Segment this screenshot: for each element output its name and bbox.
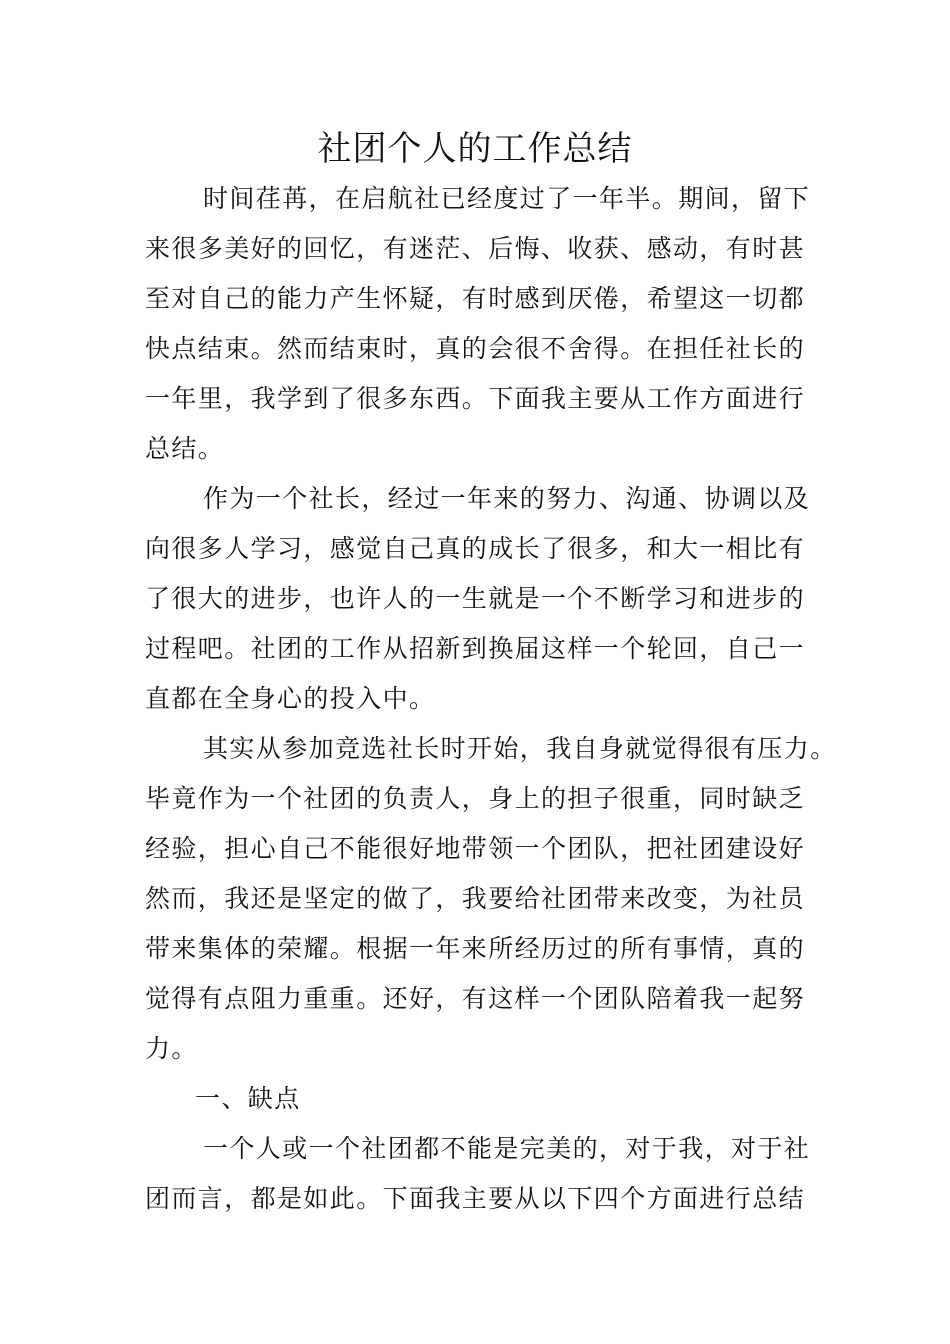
- paragraph-line: 总结。: [145, 434, 225, 463]
- paragraph-line: 快点结束。然而结束时，真的会很不舍得。在担任社长的: [145, 334, 806, 363]
- paragraph-3: [145, 724, 835, 1074]
- paragraph-line: 了很大的进步，也许人的一生就是一个不断学习和进步的: [145, 584, 806, 613]
- paragraph-line: 其实从参加竞选社长时开始，我自身就觉得很有压力。: [203, 734, 837, 763]
- paragraph-line: 来很多美好的回忆，有迷茫、后悔、收获、感动，有时甚: [145, 234, 806, 263]
- paragraph-1: [145, 174, 835, 474]
- document-title: 社团个人的工作总结: [317, 129, 633, 169]
- paragraph-line: 觉得有点阻力重重。还好，有这样一个团队陪着我一起努: [145, 984, 806, 1013]
- section-heading: 一、缺点: [195, 1084, 301, 1113]
- paragraph-line: 过程吧。社团的工作从招新到换届这样一个轮回，自己一: [145, 634, 806, 663]
- paragraph-line: 直都在全身心的投入中。: [145, 684, 436, 713]
- paragraph-line: 经验，担心自己不能很好地带领一个团队，把社团建设好: [145, 834, 806, 863]
- paragraph-line: 力。: [145, 1034, 198, 1063]
- paragraph-line: 毕竟作为一个社团的负责人，身上的担子很重，同时缺乏: [145, 784, 806, 813]
- paragraph-line: 一个人或一个社团都不能是完美的，对于我，对于社: [203, 1134, 811, 1163]
- paragraph-line: 团而言，都是如此。下面我主要从以下四个方面进行总结: [145, 1184, 806, 1213]
- paragraph-line: 带来集体的荣耀。根据一年来所经历过的所有事情，真的: [145, 934, 806, 963]
- paragraph-line: 至对自己的能力产生怀疑，有时感到厌倦，希望这一切都: [145, 284, 806, 313]
- paragraph-line: 时间荏苒，在启航社已经度过了一年半。期间，留下: [203, 184, 811, 213]
- paragraph-line: 一年里，我学到了很多东西。下面我主要从工作方面进行: [145, 384, 806, 413]
- paragraph-4: [145, 1124, 835, 1224]
- document-body: [145, 174, 835, 1224]
- paragraph-line: 然而，我还是坚定的做了，我要给社团带来改变，为社员: [145, 884, 806, 913]
- paragraph-2: [145, 474, 835, 724]
- paragraph-line: 向很多人学习，感觉自己真的成长了很多，和大一相比有: [145, 534, 806, 563]
- paragraph-line: 作为一个社长，经过一年来的努力、沟通、协调以及: [203, 484, 811, 513]
